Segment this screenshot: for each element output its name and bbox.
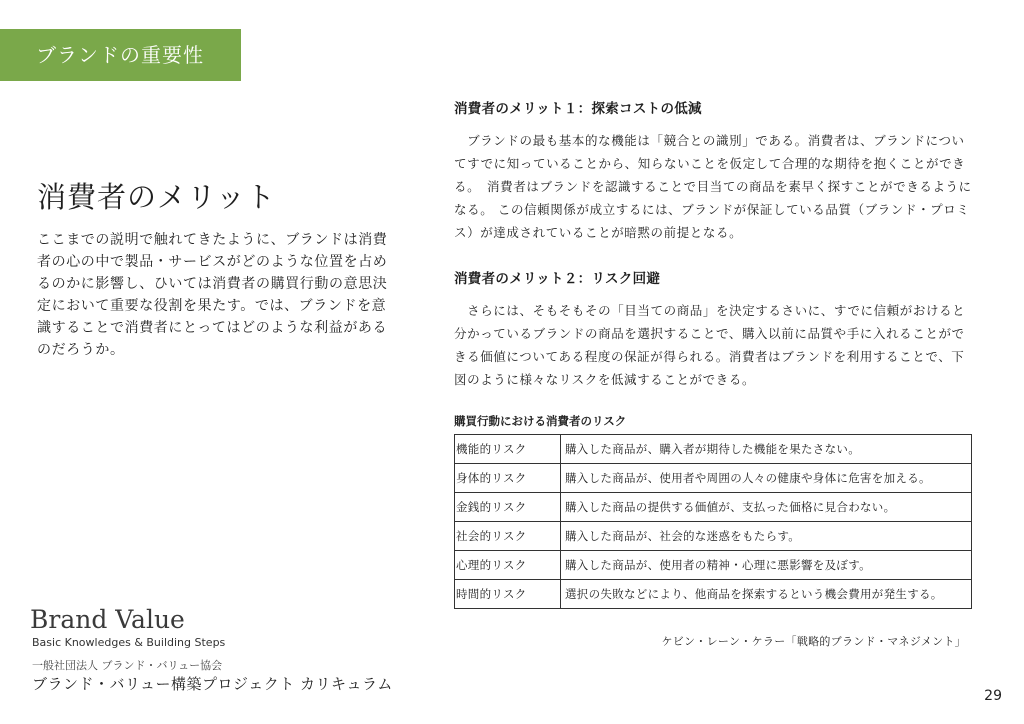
risk-category: 心理的リスク [455,551,561,580]
table-row [455,435,972,464]
merit-2-body: さらには、そもそもその「目当ての商品」を決定するさいに、すでに信頼がおけると分かっているブランドの商品を選択することで、購入以前に品質や手に入れることができる価値についてある程度の保証が得られる。消費者はブランドを利用することで、下図のように様々なリスクを低減することができる。 [454,303,966,387]
risk-description: 購入した商品が、社会的な迷惑をもたらす。 [561,522,972,551]
intro-paragraph: ここまでの説明で触れてきたように、ブランドは消費者の心の中で製品・サービスがどのような位置を占めるのかに影響し、ひいては消費者の購買行動の意思決定において重要な役割を果たす。では、ブランドを意識することで消費者にとってはどのような利益があるのだろうか。 [37,232,388,358]
organization-name: 一般社団法人 ブランド・バリュー協会 [32,659,223,672]
risk-description: 購入した商品が、購入者が期待した機能を果たさない。 [561,435,972,464]
page-title: 消費者のメリット [37,180,276,214]
risk-description: 購入した商品が、使用者の精神・心理に悪影響を及ぼす。 [561,551,972,580]
risk-category: 身体的リスク [455,464,561,493]
brand-logo-subtitle: Basic Knowledges & Building Steps [32,636,226,649]
table-row [455,551,972,580]
brand-logo-block [30,606,225,649]
merit-1-body: ブランドの最も基本的な機能は「競合との識別」である。消費者は、ブランドについてすでに知っていることから、知らないことを仮定して合理的な期待を抱くことができる。 消費者はブランドを認識することで目当ての商品を素早く探すことができるようになる。 この信頼関係が成立するには、ブランドが保証している品質（ブランド・プロミス）が達成されていることが暗黙の前提となる。 [454,133,972,240]
risk-table [454,434,972,609]
risk-category: 機能的リスク [455,435,561,464]
risk-table-title: 購買行動における消費者のリスク [454,414,627,428]
merit-1-section [454,97,974,244]
curriculum-title: ブランド・バリュー構築プロジェクト カリキュラム [32,675,393,693]
risk-category: 時間的リスク [455,580,561,609]
brand-logo: Brand Value [30,605,185,634]
section-tag: ブランドの重要性 [0,29,241,81]
merit-2-heading: 消費者のメリット２：リスク回避 [454,271,661,287]
risk-description: 購入した商品が、使用者や周囲の人々の健康や身体に危害を加える。 [561,464,972,493]
risk-description: 選択の失敗などにより、他商品を探索するという機会費用が発生する。 [561,580,972,609]
merit-2-section [454,267,974,391]
table-row [455,493,972,522]
merit-1-heading: 消費者のメリット１：探索コストの低減 [454,101,702,117]
risk-category: 社会的リスク [455,522,561,551]
table-row [455,522,972,551]
risk-category: 金銭的リスク [455,493,561,522]
table-source-caption: ケビン・レーン・ケラー「戦略的ブランド・マネジメント」 [661,635,966,648]
risk-description: 購入した商品の提供する価値が、支払った価格に見合わない。 [561,493,972,522]
table-row [455,464,972,493]
page-number: 29 [984,688,1002,704]
table-row [455,580,972,609]
